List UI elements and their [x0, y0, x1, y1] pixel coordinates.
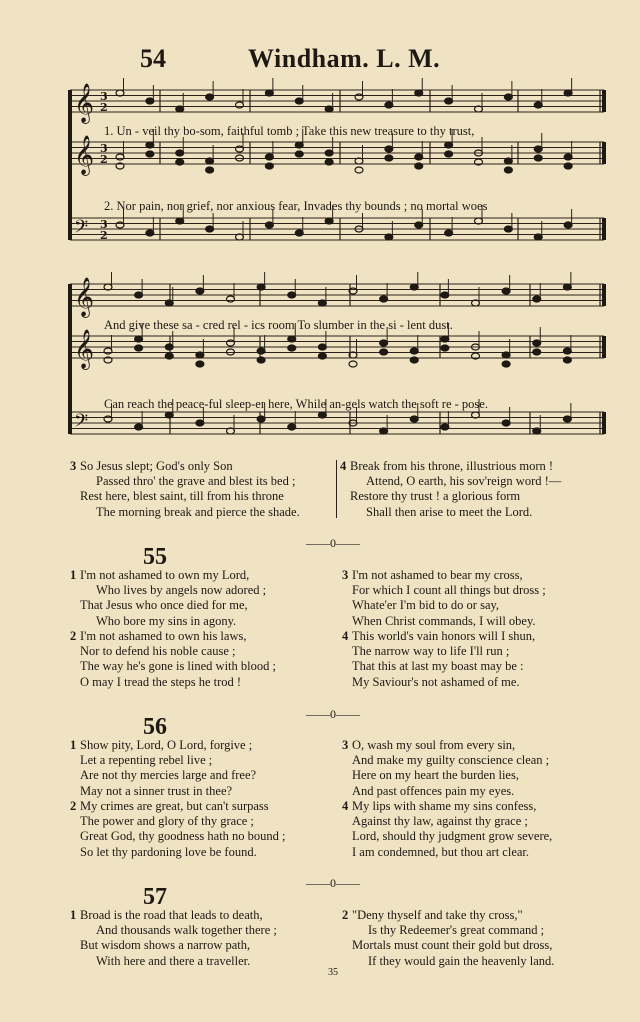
- note-head: [534, 155, 542, 161]
- verse-number: 2: [70, 799, 77, 813]
- hymn-title: Windham. L. M.: [248, 44, 441, 73]
- note-head: [176, 150, 184, 156]
- verse-line: Rest here, blest saint, till from his throne: [80, 489, 284, 504]
- note-head: [445, 151, 453, 157]
- verse-number: 4: [342, 799, 349, 813]
- note-head: [534, 102, 542, 108]
- time-signature: 3: [100, 90, 108, 103]
- note-head: [504, 158, 512, 164]
- note-head: [385, 234, 393, 240]
- note-head: [380, 296, 388, 302]
- note-head: [265, 154, 273, 160]
- note-head: [533, 349, 541, 355]
- verse-line: And make my guilty conscience clean ;: [352, 753, 550, 768]
- page-number: 35: [328, 967, 338, 978]
- note-head: [288, 424, 296, 430]
- note-head: [196, 352, 204, 358]
- note-head: [533, 340, 541, 346]
- note-head: [564, 154, 572, 160]
- lyric-verse-2-line-1: 2. Nor pain, nor grief, nor anxious fear, Invades thy bounds ; no mortal woes: [104, 199, 488, 213]
- note-head: [257, 348, 265, 354]
- note-head: [410, 348, 418, 354]
- note-head: [564, 163, 572, 169]
- hymn57-verse-1: [70, 908, 277, 969]
- verse-line: Is thy Redeemer's great command ;: [368, 923, 545, 938]
- verse-line: If they would gain the heavenly land.: [368, 953, 555, 968]
- verse-line: That this at last my boast may be :: [352, 659, 524, 674]
- verse-line: This world's vain honors will I shun,: [352, 629, 536, 643]
- verse-line: And thousands walk together there ;: [96, 923, 277, 938]
- verse-line: I'm not ashamed to own my Lord,: [80, 568, 250, 582]
- note-head: [196, 361, 204, 367]
- note-head: [206, 226, 214, 232]
- verse-line: With here and there a traveller.: [96, 953, 251, 968]
- note-head: [415, 163, 423, 169]
- clef-icon: 𝄞: [74, 135, 95, 175]
- time-signature: 2: [100, 153, 108, 166]
- hymn56-verse-3: [342, 738, 550, 799]
- note-head: [380, 340, 388, 346]
- note-head: [318, 344, 326, 350]
- verse-line: I'm not ashamed to own his laws,: [80, 629, 247, 643]
- verse-number: 2: [342, 908, 349, 922]
- verse-number: 4: [342, 629, 349, 643]
- lyric-verse-1-line-1: 1. Un - veil thy bo-som, faithful tomb ; Take this new treasure to thy trust,: [104, 124, 475, 138]
- hymn55-verse-1: [70, 568, 267, 629]
- note-head: [410, 284, 418, 290]
- note-head: [196, 288, 204, 294]
- music-system-2: [60, 272, 620, 462]
- note-head: [257, 416, 265, 422]
- note-head: [135, 424, 143, 430]
- verse-number: 3: [342, 738, 349, 752]
- verse-line: May not a sinner trust in thee?: [80, 783, 233, 798]
- note-head: [534, 234, 542, 240]
- clef-icon: 𝄞: [74, 83, 95, 123]
- verse-line: Let a repenting rebel live ;: [80, 753, 213, 768]
- note-head: [206, 158, 214, 164]
- note-head: [445, 230, 453, 236]
- note-head: [236, 102, 244, 108]
- verse-line: Attend, O earth, his sov'reign word !—: [366, 474, 562, 489]
- verse-number: 1: [70, 738, 77, 752]
- note-head: [441, 292, 449, 298]
- verse-line: The narrow way to life I'll run ;: [352, 644, 510, 659]
- note-head: [227, 340, 235, 346]
- hymn-number: 56: [143, 714, 167, 740]
- note-head: [504, 226, 512, 232]
- lyric-verse-2-line-2: Can reach the peace-ful sleep-er here, While an-gels watch the soft re - pose.: [104, 397, 488, 411]
- note-head: [318, 300, 326, 306]
- clef-icon: 𝄢: [74, 411, 89, 436]
- verse-line: My crimes are great, but can't surpass: [80, 799, 269, 813]
- note-head: [410, 357, 418, 363]
- verse-line: My Saviour's not ashamed of me.: [352, 674, 520, 689]
- verse-number: 3: [70, 459, 77, 473]
- note-head: [502, 361, 510, 367]
- note-head: [380, 349, 388, 355]
- note-head: [385, 155, 393, 161]
- note-head: [415, 222, 423, 228]
- note-head: [104, 348, 112, 354]
- verse-line: Shall then arise to meet the Lord.: [366, 504, 533, 519]
- note-head: [146, 142, 154, 148]
- verse-line: The power and glory of thy grace ;: [80, 814, 254, 829]
- verse-line: Who lives by angels now adored ;: [96, 583, 267, 598]
- note-head: [165, 353, 173, 359]
- note-head: [533, 296, 541, 302]
- note-head: [325, 218, 333, 224]
- verse-line: Nor to defend his noble cause ;: [80, 644, 236, 659]
- verse-number: 3: [342, 568, 349, 582]
- note-head: [415, 90, 423, 96]
- note-head: [135, 345, 143, 351]
- note-head: [257, 284, 265, 290]
- note-head: [165, 344, 173, 350]
- note-head: [502, 288, 510, 294]
- note-head: [196, 420, 204, 426]
- hymn-number: 54: [140, 44, 166, 73]
- hymn55-verse-4: [342, 629, 536, 690]
- verse-line: The way he's gone is lined with blood ;: [80, 659, 276, 674]
- note-head: [325, 106, 333, 112]
- note-head: [355, 167, 363, 173]
- hymn55-verse-3: [342, 568, 546, 629]
- verse-line: But wisdom shows a narrow path,: [80, 938, 251, 953]
- note-head: [295, 98, 303, 104]
- note-head: [176, 159, 184, 165]
- time-signature: 2: [100, 229, 108, 242]
- note-head: [146, 230, 154, 236]
- verse-line: And past offences pain my eyes.: [352, 783, 515, 798]
- note-head: [236, 146, 244, 152]
- note-head: [165, 412, 173, 418]
- note-head: [349, 361, 357, 367]
- verse-line: O, wash my soul from every sin,: [352, 738, 516, 752]
- hymn56-verse-1: [70, 738, 257, 799]
- verse-number: 4: [340, 459, 347, 473]
- note-head: [146, 98, 154, 104]
- note-head: [135, 292, 143, 298]
- verse-number: 1: [70, 908, 77, 922]
- note-head: [441, 336, 449, 342]
- verse-line: Show pity, Lord, O Lord, forgive ;: [80, 738, 253, 752]
- hymn54-verse-3: [70, 459, 300, 520]
- note-head: [504, 94, 512, 100]
- note-head: [295, 142, 303, 148]
- note-head: [318, 412, 326, 418]
- column-divider: [336, 460, 337, 518]
- verse-line: So let thy pardoning love be found.: [80, 844, 257, 859]
- note-head: [325, 150, 333, 156]
- note-head: [355, 94, 363, 100]
- note-head: [116, 222, 124, 228]
- note-head: [410, 416, 418, 422]
- verse-line: That Jesus who once died for me,: [80, 598, 248, 613]
- note-head: [104, 416, 112, 422]
- note-head: [415, 154, 423, 160]
- hymn56-verse-2: [70, 799, 286, 860]
- hymn57-verse-2: [342, 908, 555, 969]
- note-head: [385, 102, 393, 108]
- note-head: [318, 353, 326, 359]
- verse-line: The morning break and pierce the shade.: [96, 504, 300, 519]
- verse-line: Great God, thy goodness hath no bound ;: [80, 829, 286, 844]
- hymn54-verse-4: [340, 459, 562, 520]
- note-head: [502, 420, 510, 426]
- verse-line: Who bore my sins in agony.: [96, 613, 237, 628]
- time-signature: 3: [100, 142, 108, 155]
- note-head: [441, 424, 449, 430]
- verse-line: Are not thy mercies large and free?: [80, 768, 257, 783]
- verse-line: My lips with shame my sins confess,: [352, 799, 537, 813]
- note-head: [445, 98, 453, 104]
- verse-line: O may I tread the steps he trod !: [80, 674, 242, 689]
- verse-number: 2: [70, 629, 77, 643]
- verse-line: So Jesus slept; God's only Son: [80, 459, 233, 473]
- verse-line: Mortals must count their gold but dross,: [352, 938, 553, 953]
- note-head: [176, 218, 184, 224]
- note-head: [564, 90, 572, 96]
- hymn55-verse-2: [70, 629, 276, 690]
- note-head: [385, 146, 393, 152]
- time-signature: 3: [100, 218, 108, 231]
- clef-icon: 𝄢: [74, 217, 89, 242]
- note-head: [380, 428, 388, 434]
- note-head: [563, 357, 571, 363]
- note-head: [288, 345, 296, 351]
- time-signature: 2: [100, 101, 108, 114]
- music-system-1: [60, 78, 620, 268]
- note-head: [534, 146, 542, 152]
- note-head: [257, 357, 265, 363]
- note-head: [116, 154, 124, 160]
- note-head: [533, 428, 541, 434]
- note-head: [265, 90, 273, 96]
- note-head: [564, 222, 572, 228]
- note-head: [502, 352, 510, 358]
- note-head: [288, 336, 296, 342]
- note-head: [165, 300, 173, 306]
- note-head: [288, 292, 296, 298]
- note-head: [445, 142, 453, 148]
- verse-line: Here on my heart the burden lies,: [352, 768, 519, 783]
- note-head: [563, 416, 571, 422]
- note-head: [265, 222, 273, 228]
- lyric-verse-1-line-2: And give these sa - cred rel - ics room To slumber in the si - lent dust.: [104, 318, 453, 332]
- separator: ——0——: [306, 536, 360, 550]
- separator: ——0——: [306, 707, 360, 721]
- note-head: [563, 284, 571, 290]
- note-head: [135, 336, 143, 342]
- note-head: [563, 348, 571, 354]
- verse-line: "Deny thyself and take thy cross,": [352, 908, 523, 922]
- hymn56-verse-4: [342, 799, 553, 860]
- note-head: [504, 167, 512, 173]
- note-head: [441, 345, 449, 351]
- note-head: [265, 163, 273, 169]
- separator: ——0——: [306, 876, 360, 890]
- verse-line: Passed thro' the grave and blest its bed ;: [96, 474, 296, 489]
- verse-line: For which I count all things but dross ;: [352, 583, 546, 598]
- verse-line: Against thy law, against thy grace ;: [352, 814, 528, 829]
- verse-line: Whate'er I'm bid to do or say,: [352, 598, 500, 613]
- note-head: [295, 230, 303, 236]
- verse-line: Restore thy trust ! a glorious form: [350, 489, 521, 504]
- clef-icon: 𝄞: [74, 329, 95, 369]
- verse-line: I am condemned, but thou art clear.: [352, 844, 530, 859]
- verse-line: Lord, should thy judgment grow severe,: [352, 829, 553, 844]
- note-head: [206, 94, 214, 100]
- hymn-number: 57: [143, 884, 167, 910]
- note-head: [227, 296, 235, 302]
- verse-line: Broad is the road that leads to death,: [80, 908, 263, 922]
- clef-icon: 𝄞: [74, 277, 95, 317]
- note-head: [146, 151, 154, 157]
- verse-line: I'm not ashamed to bear my cross,: [352, 568, 523, 582]
- note-head: [206, 167, 214, 173]
- verse-line: Break from his throne, illustrious morn !: [350, 459, 554, 473]
- note-head: [176, 106, 184, 112]
- note-head: [325, 159, 333, 165]
- note-head: [295, 151, 303, 157]
- verse-number: 1: [70, 568, 77, 582]
- verse-line: When Christ commands, I will obey.: [352, 613, 536, 628]
- hymn-number: 55: [143, 544, 167, 570]
